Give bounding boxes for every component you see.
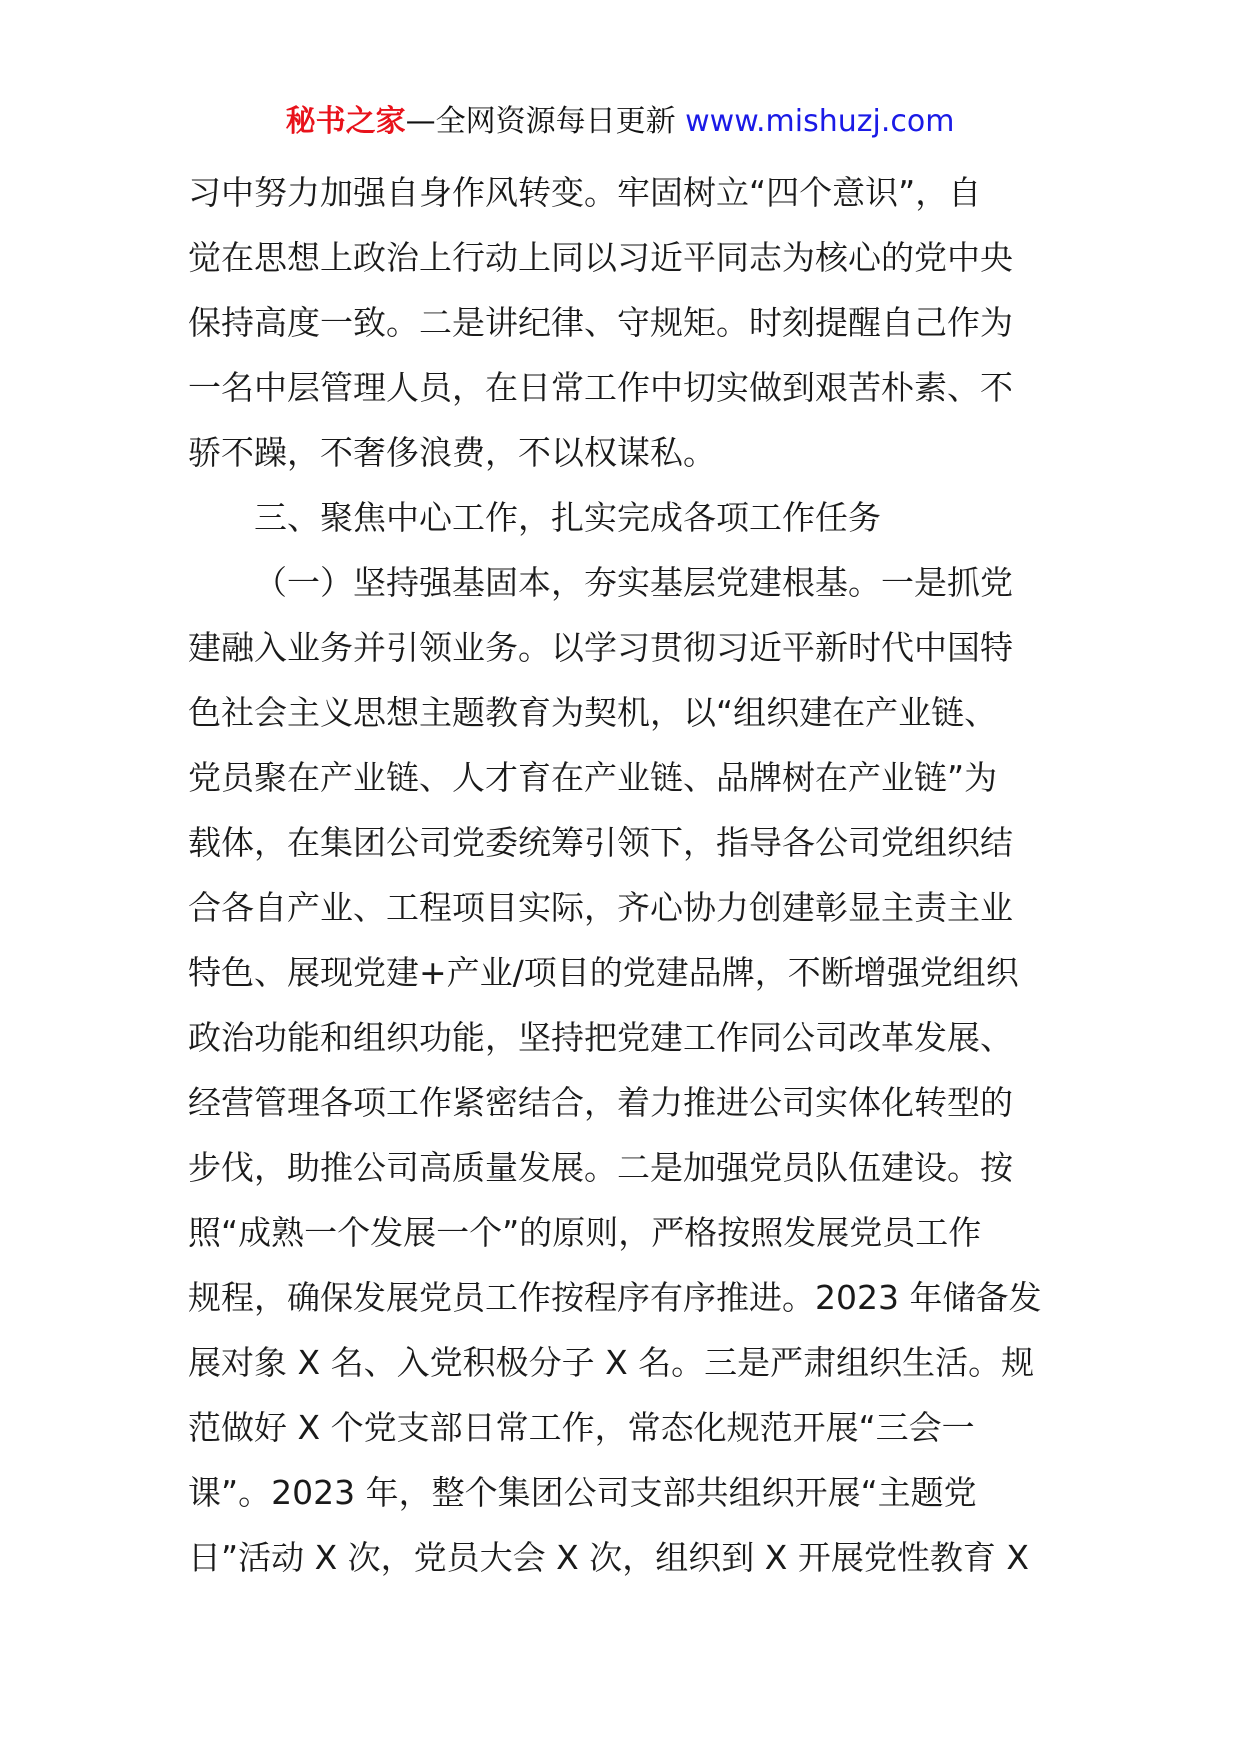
brand-name: 秘书之家 [285, 104, 406, 139]
body-line: 合各自产业、工程项目实际，齐心协力创建彰显主责主业 [188, 888, 1013, 927]
watermark-header [0, 102, 1240, 142]
body-line: 步伐，助推公司高质量发展。二是加强党员队伍建设。按 [188, 1148, 1013, 1187]
body-line: 特色、展现党建+产业/项目的党建品牌，不断增强党组织 [188, 953, 1019, 992]
header-tagline: —全网资源每日更新 [405, 104, 676, 139]
body-line: 经营管理各项工作紧密结合，着力推进公司实体化转型的 [188, 1083, 1013, 1122]
body-line: 照“成熟一个发展一个”的原则，严格按照发展党员工作 [188, 1213, 982, 1252]
body-line: 政治功能和组织功能，坚持把党建工作同公司改革发展、 [188, 1018, 1013, 1057]
header-url[interactable]: www.mishuzj.com [685, 104, 955, 139]
body-line: 范做好 X 个党支部日常工作，常态化规范开展“三会一 [188, 1408, 975, 1447]
body-line: 保持高度一致。二是讲纪律、守规矩。时刻提醒自己作为 [188, 303, 1013, 342]
body-line: 课”。2023 年，整个集团公司支部共组织开展“主题党 [188, 1473, 977, 1512]
body-line: 规程，确保发展党员工作按程序有序推进。2023 年储备发 [188, 1278, 1042, 1317]
document-body [188, 160, 1058, 1590]
body-line: 骄不躁，不奢侈浪费，不以权谋私。 [188, 433, 716, 472]
body-line: 日”活动 X 次，党员大会 X 次，组织到 X 开展党性教育 X [188, 1538, 1029, 1577]
section-heading: 三、聚焦中心工作，扎实完成各项工作任务 [254, 498, 881, 537]
body-line: 一名中层管理人员，在日常工作中切实做到艰苦朴素、不 [188, 368, 1013, 407]
body-line: 色社会主义思想主题教育为契机，以“组织建在产业链、 [188, 693, 998, 732]
body-line: 党员聚在产业链、人才育在产业链、品牌树在产业链”为 [188, 758, 998, 797]
body-line: 载体，在集团公司党委统筹引领下，指导各公司党组织结 [188, 823, 1013, 862]
body-line: 习中努力加强自身作风转变。牢固树立“四个意识”，自 [188, 173, 982, 212]
body-line: 建融入业务并引领业务。以学习贯彻习近平新时代中国特 [188, 628, 1013, 667]
body-line: 觉在思想上政治上行动上同以习近平同志为核心的党中央 [188, 238, 1013, 277]
subsection-heading-line: （一）坚持强基固本，夯实基层党建根基。一是抓党 [254, 563, 1013, 602]
body-line: 展对象 X 名、入党积极分子 X 名。三是严肃组织生活。规 [188, 1343, 1035, 1382]
